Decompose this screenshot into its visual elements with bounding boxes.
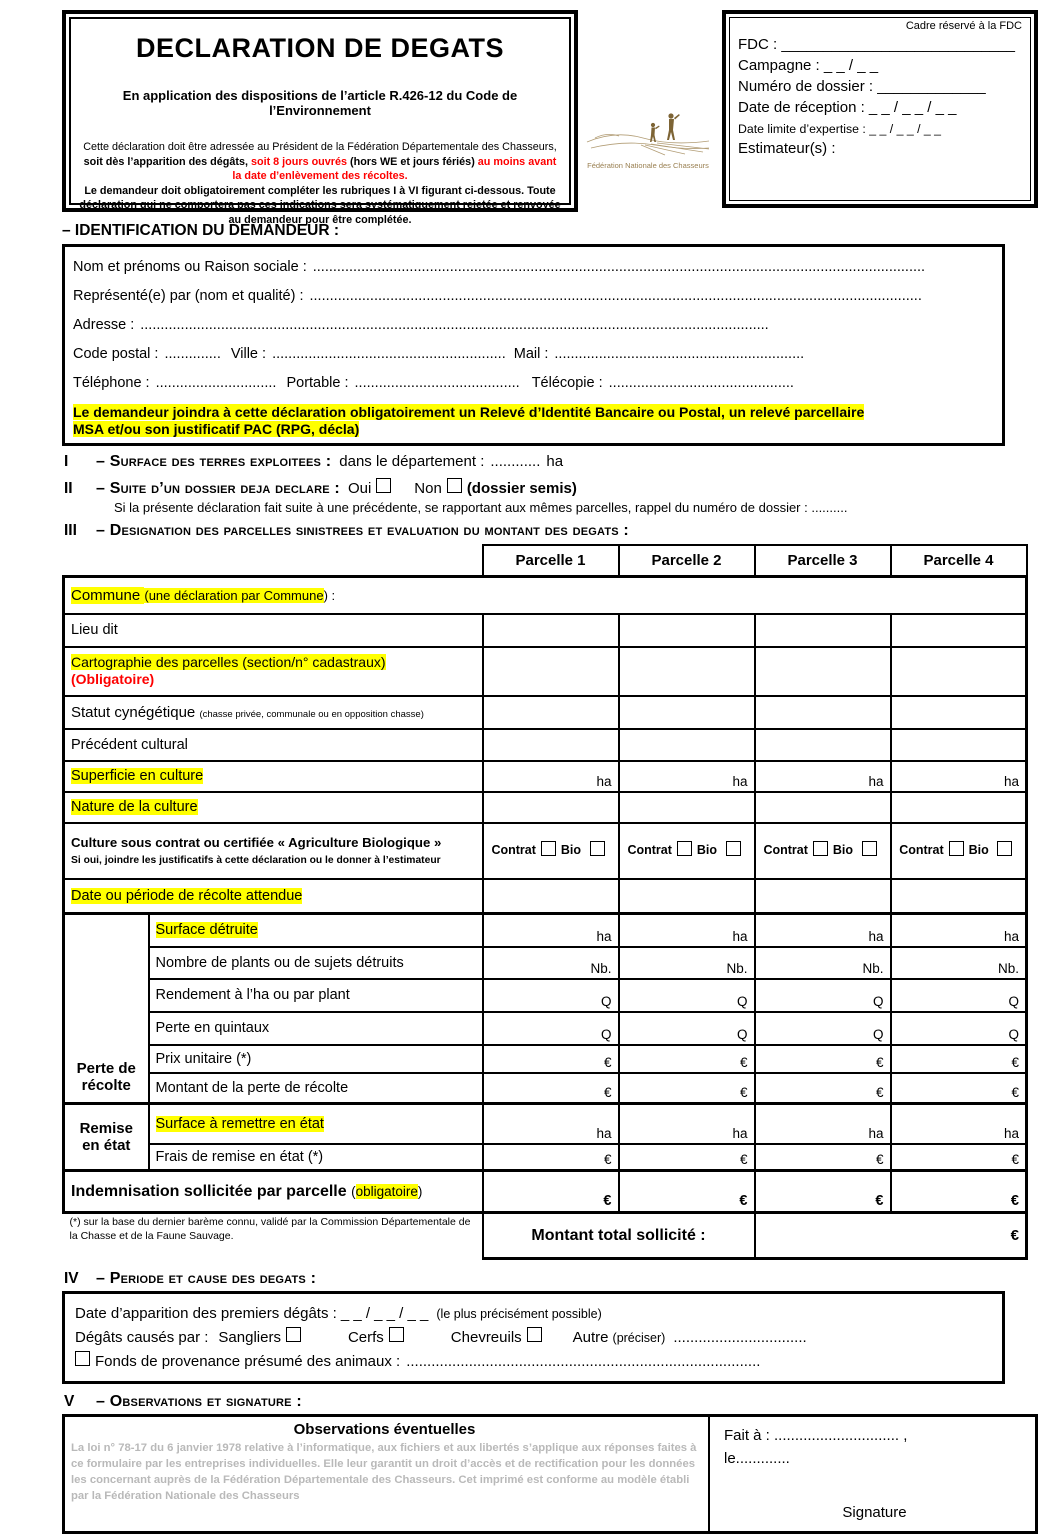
fdc-reserved-box-inner (729, 17, 1031, 201)
adresse-row (73, 317, 994, 333)
rendement-row (64, 979, 1027, 1012)
rendement-p4-cell[interactable]: Q (891, 979, 1027, 1012)
carto-p1-cell[interactable] (483, 647, 619, 696)
header-row (62, 10, 1038, 226)
lieu-dit-p1-cell[interactable] (483, 614, 619, 647)
contrat-word: Contrat (899, 842, 944, 857)
contrat-p4-checkbox[interactable] (949, 841, 964, 856)
date-recolte-p3-cell[interactable] (755, 879, 891, 914)
ident-notice-line-1: Le demandeur joindra à cette déclaration obligatoirement un Relevé d’Identité Bancaire ou Postal, un relevé parcellaire (73, 404, 865, 420)
statut-p1-cell[interactable] (483, 696, 619, 729)
date-recolte-p1-cell[interactable] (483, 879, 619, 914)
nature-row (64, 792, 1027, 823)
prix-unitaire-p2-cell[interactable]: € (619, 1045, 755, 1073)
cerfs-label: Cerfs (347, 1329, 384, 1347)
surface-remettre-label-cell (149, 1104, 483, 1144)
portable-label: Portable : (286, 375, 349, 391)
statut-p4-cell[interactable] (891, 696, 1027, 729)
contrat-bio-p3-cell (755, 823, 891, 879)
montant-perte-p2-cell[interactable]: € (619, 1073, 755, 1104)
lieu-dit-p3-cell[interactable] (755, 614, 891, 647)
surface-remettre-row (64, 1104, 1027, 1144)
nom-input-line[interactable]: ........................................................................................................................................................ (312, 259, 926, 275)
section-1-unit: ha (546, 452, 564, 470)
rendement-label: Rendement à l’ha ou par plant (149, 979, 483, 1012)
telecopie-input-line[interactable]: .............................................. (608, 375, 794, 391)
form-title: DECLARATION DE DEGATS (136, 33, 504, 63)
fait-a-line[interactable]: Fait à : .............................. , (724, 1427, 908, 1445)
contrat-word: Contrat (763, 842, 808, 857)
section-2-title: – Suite d’un dossier deja declare : (96, 479, 340, 497)
autre-label: Autre (572, 1329, 609, 1347)
contrat-p3-checkbox[interactable] (813, 841, 828, 856)
indemnisation-label: Indemnisation sollicitée par parcelle (71, 1182, 352, 1200)
telephone-row (73, 375, 994, 391)
contrat-bio-row (64, 823, 1027, 879)
contrat-label-cell (64, 823, 483, 879)
carto-p2-cell[interactable] (619, 647, 755, 696)
contrat-bio-p1-cell (483, 823, 619, 879)
section-1-title: – Surface des terres exploitees : (96, 452, 332, 470)
carto-p3-cell[interactable] (755, 647, 891, 696)
col-header-parcelle-1: Parcelle 1 (483, 545, 619, 577)
ville-input-line[interactable]: .......................................................... (272, 346, 506, 362)
statut-row (64, 696, 1027, 729)
telecopie-label: Télécopie : (531, 375, 603, 391)
superficie-label: Superficie en culture (71, 768, 204, 785)
perte-quintaux-p1-cell[interactable]: Q (483, 1012, 619, 1045)
cartographie-label-cell (64, 647, 483, 696)
frais-remise-p1-cell[interactable]: € (483, 1144, 619, 1171)
commune-cell[interactable] (64, 577, 1027, 614)
remise-etat-group-label: Remise en état (64, 1104, 149, 1171)
bio-word: Bio (968, 842, 989, 857)
observations-left-panel (65, 1417, 710, 1531)
col-header-parcelle-4: Parcelle 4 (891, 545, 1027, 577)
col-header-parcelle-2: Parcelle 2 (619, 545, 755, 577)
date-recolte-row (64, 879, 1027, 914)
signature-panel (710, 1417, 1035, 1531)
indemnisation-paren-open: ( (351, 1183, 356, 1199)
date-apparition-row (75, 1305, 992, 1322)
statut-note: (chasse privée, communale ou en opposition chasse) (199, 708, 424, 720)
precedent-p4-cell[interactable] (891, 729, 1027, 761)
ident-notice (73, 404, 994, 438)
commune-rest: ) : (323, 587, 336, 603)
le-line[interactable]: le............. (724, 1450, 790, 1468)
bareme-footnote: (*) sur la base du dernier barème connu, validé par la Commission Départementale de la Chasse et de la Faune Sauvage. (69, 1216, 471, 1242)
statut-label-cell (64, 696, 483, 729)
bio-word: Bio (560, 842, 582, 857)
surface-detruite-row (64, 914, 1027, 947)
date-recolte-p4-cell[interactable] (891, 879, 1027, 914)
precedent-p2-cell[interactable] (619, 729, 755, 761)
fonds-row (75, 1351, 992, 1370)
parcelles-table (62, 544, 1028, 1261)
mail-label: Mail : (513, 346, 549, 362)
montant-perte-p1-cell[interactable]: € (483, 1073, 619, 1104)
indemnisation-paren-close: ) (417, 1183, 423, 1199)
lieu-dit-p2-cell[interactable] (619, 614, 755, 647)
nature-p3-cell[interactable] (755, 792, 891, 823)
dossier-semis-note: (dossier semis) (466, 479, 577, 497)
portable-input-line[interactable]: ......................................... (354, 375, 520, 391)
title-box (62, 10, 578, 226)
title-box-inner (69, 17, 571, 226)
sangliers-checkbox[interactable] (286, 1327, 301, 1342)
observations-title: Observations éventuelles (293, 1421, 476, 1439)
precedent-row (64, 729, 1027, 761)
fnc-logo (578, 108, 718, 212)
perte-quintaux-label: Perte en quintaux (149, 1012, 483, 1045)
cartographie-row (64, 647, 1027, 696)
hunters-silhouette-icon (585, 108, 711, 158)
perte-quintaux-p2-cell[interactable]: Q (619, 1012, 755, 1045)
sangliers-label: Sangliers (218, 1329, 281, 1347)
date-apparition-input[interactable]: _ _ / _ _ / _ _ (340, 1305, 429, 1323)
represente-row (73, 288, 994, 304)
rendement-p1-cell[interactable]: Q (483, 979, 619, 1012)
nb-plants-p4-cell[interactable]: Nb. (891, 947, 1027, 979)
surface-remettre-p4-cell[interactable]: ha (891, 1104, 1027, 1144)
contrat-word: Contrat (627, 842, 672, 857)
surface-detruite-p4-cell[interactable]: ha (891, 914, 1027, 947)
surface-detruite-label-cell (149, 914, 483, 947)
montant-perte-p4-cell[interactable]: € (891, 1073, 1027, 1104)
montant-total-cell[interactable]: € (755, 1213, 1027, 1259)
surface-detruite-p2-cell[interactable]: ha (619, 914, 755, 947)
lieu-dit-p4-cell[interactable] (891, 614, 1027, 647)
fdc-field[interactable]: FDC : ____________________________ (738, 36, 1015, 53)
date-recolte-label-cell (64, 879, 483, 914)
contrat-p1-checkbox[interactable] (541, 841, 556, 856)
section-3-numeral: III (64, 521, 77, 539)
prix-unitaire-label: Prix unitaire (*) (149, 1045, 483, 1073)
surface-detruite-p1-cell[interactable]: ha (483, 914, 619, 947)
precedent-label: Précédent cultural (64, 729, 483, 761)
signature-label[interactable]: Signature (842, 1504, 907, 1522)
represente-input-line[interactable]: ........................................................................................................................................................ (309, 288, 922, 304)
perte-quintaux-p4-cell[interactable]: Q (891, 1012, 1027, 1045)
surface-remettre-p1-cell[interactable]: ha (483, 1104, 619, 1144)
bio-p3-checkbox[interactable] (862, 841, 877, 856)
contrat-bio-p4-cell (891, 823, 1027, 879)
perte-quintaux-row (64, 1012, 1027, 1045)
nom-row (73, 259, 994, 275)
non-label: Non (414, 479, 442, 497)
ident-notice-line-2: MSA et/ou son justificatif PAC (RPG, décla) (73, 420, 360, 437)
superficie-row (64, 761, 1027, 792)
section-5-title: – Observations et signature : (96, 1393, 302, 1411)
frais-remise-p3-cell[interactable]: € (755, 1144, 891, 1171)
section-1 (64, 453, 1058, 471)
period-box (62, 1291, 1005, 1384)
section-1-input-line[interactable]: ............ (490, 452, 541, 470)
fdc-reserved-box (722, 10, 1038, 208)
cause-row (75, 1327, 992, 1346)
bio-word: Bio (832, 842, 854, 857)
bio-p2-checkbox[interactable] (726, 841, 741, 856)
cause-label: Dégâts causés par : (75, 1329, 209, 1347)
notice-bold: soit dès l’apparition des dégâts, (83, 155, 251, 168)
code-postal-label: Code postal : (73, 346, 159, 362)
section-2-numeral: II (64, 479, 73, 497)
adresse-input-line[interactable]: ............................................................................................................................................................ (140, 317, 769, 333)
superficie-p1-cell[interactable]: ha (483, 761, 619, 792)
section-5-numeral: V (64, 1393, 75, 1411)
indemnisation-p4-cell[interactable]: € (891, 1171, 1027, 1213)
frais-remise-label: Frais de remise en état (*) (149, 1144, 483, 1171)
indemnisation-obligatoire: obligatoire (355, 1183, 418, 1199)
statut-p2-cell[interactable] (619, 696, 755, 729)
table-header-row (64, 545, 1027, 577)
frais-remise-p2-cell[interactable]: € (619, 1144, 755, 1171)
code-postal-input-line[interactable]: .............. (164, 346, 221, 362)
rendement-p3-cell[interactable]: Q (755, 979, 891, 1012)
chevreuils-label: Chevreuils (450, 1329, 522, 1347)
adresse-label: Adresse : (73, 317, 135, 333)
notice-red: soit 8 jours ouvrés (250, 155, 350, 168)
notice-normal: Cette déclaration doit être adressée au Président de la Fédération Départementale des Chasseurs, (83, 141, 557, 153)
section-3 (64, 522, 1058, 540)
cartographie-obligatoire: (Obligatoire) (71, 671, 155, 688)
lieu-dit-label: Lieu dit (64, 614, 483, 647)
nb-plants-row (64, 947, 1027, 979)
montant-perte-row (64, 1073, 1027, 1104)
nature-p4-cell[interactable] (891, 792, 1027, 823)
mail-input-line[interactable]: .............................................................. (554, 346, 805, 362)
notice-bold-4: Toute déclaration qui ne comportera pas ces indications sera systématiquement rejetée et renvoyée au demandeur pour être complétée. (79, 184, 561, 226)
superficie-p2-cell[interactable]: ha (619, 761, 755, 792)
commune-label: Commune (71, 586, 145, 604)
fnc-logo-caption: Fédération Nationale des Chasseurs (587, 161, 709, 170)
nature-label-cell (64, 792, 483, 823)
fonds-checkbox[interactable] (75, 1351, 90, 1366)
fdc-corner-label: Cadre réservé à la FDC (905, 20, 1022, 32)
frais-remise-row (64, 1144, 1027, 1171)
precedent-p1-cell[interactable] (483, 729, 619, 761)
notice-bold-3: Le demandeur doit obligatoirement compléter les rubriques I à VI figurant ci-dessous. (84, 184, 525, 197)
numero-dossier-field[interactable]: Numéro de dossier : _____________ (738, 78, 986, 95)
section-2-subnote: Si la présente déclaration fait suite à une précédente, se rapportant aux mêmes parcelles, rappel du numéro de dossier : .......... (114, 499, 848, 515)
nb-plants-label: Nombre de plants ou de sujets détruits (149, 947, 483, 979)
fonds-label: Fonds de provenance présumé des animaux : (95, 1353, 401, 1371)
contrat-label-line1: Culture sous contrat ou certifiée « Agriculture Biologique » (71, 834, 442, 850)
autre-preciser-note: (préciser) (612, 1331, 666, 1346)
date-recolte-p2-cell[interactable] (619, 879, 755, 914)
montant-perte-p3-cell[interactable]: € (755, 1073, 891, 1104)
statut-p3-cell[interactable] (755, 696, 891, 729)
bio-p4-checkbox[interactable] (997, 841, 1012, 856)
section-3-title: – Designation des parcelles sinistrees et evaluation du montant des degats : (96, 521, 629, 539)
bio-p1-checkbox[interactable] (590, 841, 605, 856)
col-header-parcelle-3: Parcelle 3 (755, 545, 891, 577)
indemnisation-row (64, 1171, 1027, 1213)
commune-row (64, 577, 1027, 614)
section-4-title: – Periode et cause des degats : (96, 1270, 317, 1288)
nature-label: Nature de la culture (71, 799, 198, 816)
superficie-p3-cell[interactable]: ha (755, 761, 891, 792)
surface-remettre-p3-cell[interactable]: ha (755, 1104, 891, 1144)
indemnisation-label-cell (64, 1171, 483, 1213)
date-apparition-note: (le plus précisément possible) (436, 1307, 602, 1322)
form-notice (79, 140, 561, 227)
prix-unitaire-p3-cell[interactable]: € (755, 1045, 891, 1073)
lieu-dit-row (64, 614, 1027, 647)
notice-red-2: au moins avant la date d’enlèvement des récoltes. (232, 155, 557, 183)
date-limite-expertise-field[interactable]: Date limite d’expertise : _ _ / _ _ / _ _ (738, 122, 942, 136)
section-4-numeral: IV (64, 1270, 79, 1288)
montant-total-row (64, 1213, 1027, 1259)
identification-box (62, 244, 1005, 446)
fonds-input-line[interactable]: ..................................................................................... (406, 1353, 761, 1371)
perte-recolte-group-label: Perte de récolte (64, 914, 149, 1104)
chevreuils-checkbox[interactable] (527, 1327, 542, 1342)
carto-p4-cell[interactable] (891, 647, 1027, 696)
code-postal-row (73, 346, 994, 362)
nb-plants-p1-cell[interactable]: Nb. (483, 947, 619, 979)
cerfs-checkbox[interactable] (389, 1327, 404, 1342)
commune-paren: (une déclaration par Commune (144, 587, 324, 603)
superficie-label-cell (64, 761, 483, 792)
surface-detruite-p3-cell[interactable]: ha (755, 914, 891, 947)
estimateur-field[interactable]: Estimateur(s) : (738, 140, 836, 157)
observations-box (62, 1414, 1038, 1534)
nb-plants-p2-cell[interactable]: Nb. (619, 947, 755, 979)
rendement-p2-cell[interactable]: Q (619, 979, 755, 1012)
identification-heading: – IDENTIFICATION DU DEMANDEUR : (62, 222, 339, 239)
contrat-label-line2: Si oui, joindre les justificatifs à cette déclaration ou le donner à l’estimateur (71, 854, 441, 866)
section-1-numeral: I (64, 452, 69, 470)
section-4 (64, 1270, 1058, 1288)
oui-label: Oui (347, 479, 372, 497)
form-subtitle: En application des dispositions de l’article R.426-12 du Code de l’Environnement (122, 88, 518, 118)
section-5 (64, 1393, 1058, 1411)
oui-checkbox[interactable] (376, 478, 391, 493)
header-spacer (64, 545, 483, 577)
nb-plants-p3-cell[interactable]: Nb. (755, 947, 891, 979)
indemnisation-p1-cell[interactable]: € (483, 1171, 619, 1213)
date-apparition-label: Date d’apparition des premiers dégâts : (75, 1305, 337, 1323)
superficie-p4-cell[interactable]: ha (891, 761, 1027, 792)
indemnisation-p2-cell[interactable]: € (619, 1171, 755, 1213)
non-checkbox[interactable] (447, 478, 462, 493)
statut-label: Statut cynégétique (71, 703, 200, 721)
perte-quintaux-p3-cell[interactable]: Q (755, 1012, 891, 1045)
surface-remettre-label: Surface à remettre en état (155, 1115, 324, 1132)
nom-label: Nom et prénoms ou Raison sociale : (73, 259, 307, 275)
telephone-input-line[interactable]: .............................. (155, 375, 277, 391)
autre-input-line[interactable]: ................................ (673, 1329, 807, 1347)
privacy-notice: La loi n° 78-17 du 6 janvier 1978 relative à l’informatique, aux fichiers et aux libertés s’applique aux réponses faites à ce formulaire par les entreprises individuelles. Elle leur garantit un droit d’accès et de rectification pour les données les concernant auprès de la Fédération Départementale des Chasseurs. Cet imprimé est conforme au modèle établi par la Fédération Nationale des Chasseurs (71, 1442, 697, 1503)
indemnisation-p3-cell[interactable]: € (755, 1171, 891, 1213)
section-2 (64, 478, 1058, 498)
prix-unitaire-p1-cell[interactable]: € (483, 1045, 619, 1073)
notice-bold-2: (hors WE et jours fériés) (350, 155, 478, 168)
telephone-label: Téléphone : (73, 375, 150, 391)
nature-p1-cell[interactable] (483, 792, 619, 823)
section-1-text: dans le département : (339, 452, 485, 470)
precedent-p3-cell[interactable] (755, 729, 891, 761)
montant-perte-label: Montant de la perte de récolte (149, 1073, 483, 1104)
contrat-p2-checkbox[interactable] (677, 841, 692, 856)
date-recolte-label: Date ou période de récolte attendue (71, 887, 303, 904)
nature-p2-cell[interactable] (619, 792, 755, 823)
represente-label: Représenté(e) par (nom et qualité) : (73, 288, 304, 304)
bio-word: Bio (696, 842, 718, 857)
contrat-bio-p2-cell (619, 823, 755, 879)
cartographie-label: Cartographie des parcelles (section/n° cadastraux) (71, 654, 386, 671)
ville-label: Ville : (230, 346, 267, 362)
frais-remise-p4-cell[interactable]: € (891, 1144, 1027, 1171)
prix-unitaire-row (64, 1045, 1027, 1073)
campagne-field[interactable]: Campagne : _ _ / _ _ (738, 57, 879, 74)
prix-unitaire-p4-cell[interactable]: € (891, 1045, 1027, 1073)
date-reception-field[interactable]: Date de réception : _ _ / _ _ / _ _ (738, 99, 957, 116)
contrat-word: Contrat (491, 842, 536, 857)
surface-remettre-p2-cell[interactable]: ha (619, 1104, 755, 1144)
montant-total-label: Montant total sollicité : (483, 1213, 755, 1259)
surface-detruite-label: Surface détruite (155, 922, 258, 939)
